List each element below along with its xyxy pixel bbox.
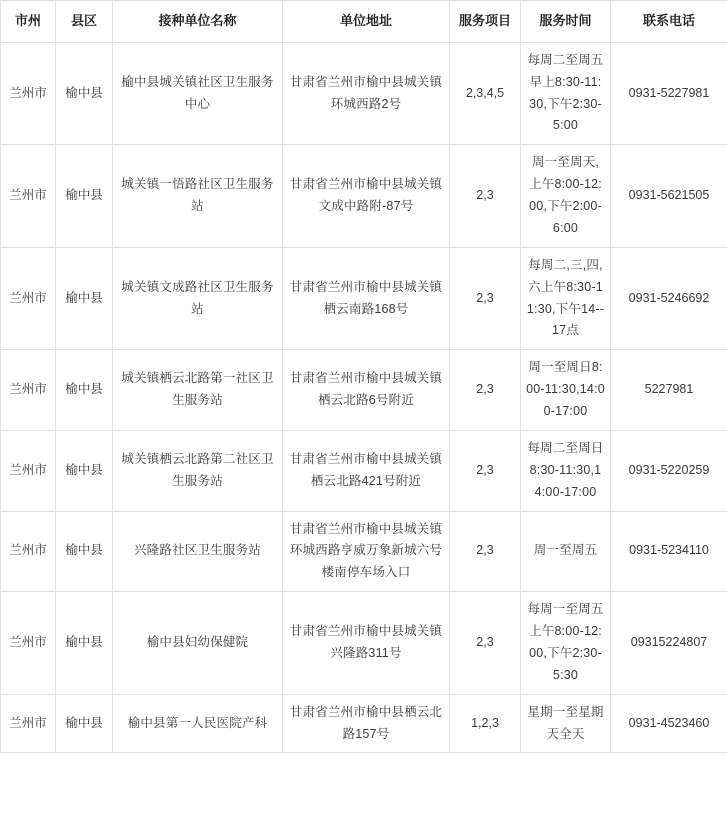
cell-unit-name: 榆中县第一人民医院产科 [113, 694, 283, 753]
cell-phone: 0931-5621505 [611, 145, 727, 248]
table-row [1, 350, 727, 431]
column-header-address: 单位地址 [283, 1, 450, 43]
table-row [1, 145, 727, 248]
cell-phone: 0931-5246692 [611, 247, 727, 350]
cell-address: 甘肃省兰州市榆中县城关镇文成中路附-87号 [283, 145, 450, 248]
cell-city: 兰州市 [1, 247, 56, 350]
cell-county: 榆中县 [56, 430, 113, 511]
cell-county: 榆中县 [56, 694, 113, 753]
cell-address: 甘肃省兰州市榆中县城关镇环城西路亨威万象新城六号楼南停车场入口 [283, 511, 450, 592]
cell-unit-name: 榆中县妇幼保健院 [113, 592, 283, 695]
cell-service-time: 每周二至周日8:30-11:30,14:00-17:00 [521, 430, 611, 511]
cell-unit-name: 城关镇栖云北路第一社区卫生服务站 [113, 350, 283, 431]
cell-address: 甘肃省兰州市榆中县城关镇栖云北路6号附近 [283, 350, 450, 431]
cell-county: 榆中县 [56, 511, 113, 592]
cell-county: 榆中县 [56, 145, 113, 248]
column-header-service-time: 服务时间 [521, 1, 611, 43]
column-header-unit-name: 接种单位名称 [113, 1, 283, 43]
cell-city: 兰州市 [1, 42, 56, 145]
cell-unit-name: 兴隆路社区卫生服务站 [113, 511, 283, 592]
cell-city: 兰州市 [1, 592, 56, 695]
cell-phone: 0931-5227981 [611, 42, 727, 145]
cell-service-time: 每周一至周五上午8:00-12:00,下午2:30-5:30 [521, 592, 611, 695]
column-header-phone: 联系电话 [611, 1, 727, 43]
cell-service-item: 2,3 [450, 511, 521, 592]
cell-address: 甘肃省兰州市榆中县栖云北路157号 [283, 694, 450, 753]
cell-address: 甘肃省兰州市榆中县城关镇兴隆路311号 [283, 592, 450, 695]
cell-service-time: 周一至周天,上午8:00-12:00,下午2:00-6:00 [521, 145, 611, 248]
cell-service-item: 2,3 [450, 592, 521, 695]
cell-city: 兰州市 [1, 145, 56, 248]
cell-phone: 0931-4523460 [611, 694, 727, 753]
cell-county: 榆中县 [56, 592, 113, 695]
cell-address: 甘肃省兰州市榆中县城关镇栖云南路168号 [283, 247, 450, 350]
cell-service-time: 星期一至星期天全天 [521, 694, 611, 753]
cell-unit-name: 城关镇文成路社区卫生服务站 [113, 247, 283, 350]
cell-service-time: 每周二至周五早上8:30-11:30,下午2:30-5:00 [521, 42, 611, 145]
cell-unit-name: 城关镇栖云北路第二社区卫生服务站 [113, 430, 283, 511]
table-header-row [1, 1, 727, 43]
cell-unit-name: 榆中县城关镇社区卫生服务中心 [113, 42, 283, 145]
table-row [1, 592, 727, 695]
column-header-city: 市州 [1, 1, 56, 43]
table-row [1, 511, 727, 592]
column-header-county: 县区 [56, 1, 113, 43]
cell-city: 兰州市 [1, 430, 56, 511]
cell-service-item: 2,3 [450, 430, 521, 511]
cell-city: 兰州市 [1, 694, 56, 753]
table-row [1, 694, 727, 753]
column-header-service-item: 服务项目 [450, 1, 521, 43]
table-body [1, 42, 727, 753]
cell-service-item: 2,3,4,5 [450, 42, 521, 145]
table-row [1, 430, 727, 511]
cell-city: 兰州市 [1, 350, 56, 431]
cell-service-time: 周一至周日8:00-11:30,14:00-17:00 [521, 350, 611, 431]
table-row [1, 247, 727, 350]
cell-county: 榆中县 [56, 42, 113, 145]
cell-service-item: 1,2,3 [450, 694, 521, 753]
table-header [1, 1, 727, 43]
cell-service-item: 2,3 [450, 247, 521, 350]
cell-service-time: 周一至周五 [521, 511, 611, 592]
cell-address: 甘肃省兰州市榆中县城关镇栖云北路421号附近 [283, 430, 450, 511]
cell-phone: 5227981 [611, 350, 727, 431]
cell-phone: 0931-5234110 [611, 511, 727, 592]
cell-service-item: 2,3 [450, 350, 521, 431]
cell-address: 甘肃省兰州市榆中县城关镇环城西路2号 [283, 42, 450, 145]
cell-phone: 0931-5220259 [611, 430, 727, 511]
table-row [1, 42, 727, 145]
cell-unit-name: 城关镇一悟路社区卫生服务站 [113, 145, 283, 248]
cell-county: 榆中县 [56, 350, 113, 431]
cell-service-time: 每周二,三,四,六上午8:30-11:30,下午14--17点 [521, 247, 611, 350]
cell-service-item: 2,3 [450, 145, 521, 248]
cell-city: 兰州市 [1, 511, 56, 592]
cell-county: 榆中县 [56, 247, 113, 350]
cell-phone: 09315224807 [611, 592, 727, 695]
